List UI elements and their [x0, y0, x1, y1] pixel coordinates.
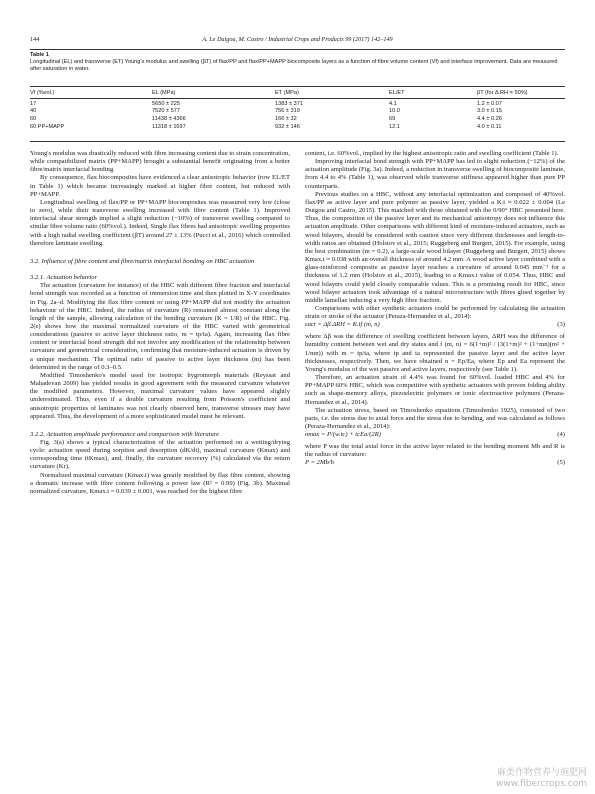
paragraph: Normalized maximal curvature (Kmax.t) was greatly modified by flax fibre content, showing a dramatic increase with fibre content following a power law (R² = 0.99) (Fig. 3b). Maximal normalized curvature, Kmax.t = 0.039 ± 0.001, was reached for the highest fibre — [30, 471, 290, 495]
paragraph: where P was the total axial force in the active layer related to the bending moment Mb and R is the radius of curvature: — [305, 443, 565, 459]
col-header-et: ET (MPa) — [275, 90, 299, 96]
paragraph: Previous studies on a HBC, without any interfacial optimization and composed of 40%vol. flax/PP as active layer and pure polymer as passive layer, yielded a K.t ≈ 0.022 ± 0.004 (Le Duigou and Castro, 2015). This matched with those obtained with the 0/90° HBC presented here. Thus, the composition of the passive layer and its mechanical anisotropy does not influence this actuation amplitude. Other comparisons with different kind of moisture-induced actuators, such as wood bilayers, should be considered with caution since very different thicknesses and length-to-width ratios are obtained (Holstov et al., 2015; Ruggeberg and Burgert, 2015). For example, using the best combination (m = 0.2), a large-scale wood bilayer (Ruggeberg and Burgert, 2015) shows Kmax.t ≈ 0.038 with an overall thickness of around 4.2 mm. A wood active layer combined with a glass-reinforced composite as passive layer reaches a curvature of around 0.045 mm⁻¹ for a thickness of 1.2 mm (Holstov et al., 2015), leading to a Kmax.t value of 0.054. Thus, HBC and wood bilayers could yield closely comparable values. This is a promising result for HBC, since wood bilayer actuators took advantage of a natural microstructure with fibres glued together by middle lamellae inducing a very high fibre fraction. — [305, 190, 565, 304]
table-cell: 40 — [30, 108, 37, 115]
paragraph: Improving interfacial bond strength with PP+MAPP has led to slight reduction (−12%) of the actuation amplitude (Fig. 3a). Indeed, a reduction in transverse swelling of biocomposite laminate, from 4.4 to 4% (Table 1), was observed while transverse stiffness appeared higher than pure PP counterparts. — [305, 158, 566, 190]
site-watermark — [496, 768, 587, 790]
left-column — [30, 150, 290, 496]
paragraph: Comparisons with other synthetic actuators could be performed by calculating the actuation strain or stroke of the actuator (Peraza-Hernandez et al., 2014): — [305, 304, 565, 321]
paragraph: where Δβ was the difference of swelling coefficient between layers, ΔRH was the difference of humidity content between wet and dry states and f (m, n) = 6(1+m)² / (3(1+m)² + (1+mn)(m² + 1/mn)) with m = tp/ta, where tp and ta represented the passive layer and the active layer thicknesses, respectively. Then, we have obtained n = Ep/Ea, where Ep and Ea represent the Young's modulus of the wet passive and active layers, respectively (see Table 1). — [305, 333, 565, 373]
paragraph: Young's modulus was drastically reduced with fibre increasing content due to strain concentration, while compatibilized matrix (PP+MAPP) brought a substantial benefit originating from a better fibre/matrix interfacial bonding. — [30, 150, 290, 174]
col-header-el: EL (MPa) — [152, 90, 176, 96]
journal-reference: A. Le Duigou, M. Castro / Industrial Crops and Products 99 (2017) 142–149 — [202, 36, 393, 43]
paragraph: Fig. 3(a) shows a typical characterization of the actuation performed on a wetting/drying cycle: actuation speed during sorption and desorption (dK/dt), maximal curvature (Kmax) and corresponding time (tKmax), and, finally, the curvature recovery (%) calculated via the return curvature (Kr). — [30, 439, 290, 471]
table-cell: 60 — [30, 115, 37, 122]
table-top-rule — [30, 86, 565, 87]
table-cell: 12.1 — [389, 123, 400, 130]
table-header-row — [30, 88, 565, 99]
paragraph: Therefore, an actuation strain of 4.4% was found for 60%vol. loaded HBC and 4% for PP+MAPP 60% HBC, which was competitive with synthetic actuators with proven folding ability such as shape-memory alloys, piezoelectric polymers or ionic electroactive polymers (Peraza-Hernandez et al., 2014). — [305, 374, 565, 406]
paragraph: The actuation stress, based on Timoshenko equations (Timoshenko 1925), consisted of two parts, i.e. the stress due to axial force and the stress due to bending, and was calculated as follows (Peraza-Hernandez et al., 2014): — [305, 406, 565, 430]
table-cell: 756 ± 319 — [275, 108, 300, 115]
table-label: Table 1 — [30, 52, 49, 58]
section-heading: 3.2. Influence of fibre content and fibre/matrix interfacial bonding on HBC actuation — [30, 257, 255, 265]
subsection-heading: 3.2.2. Actuation amplitude performance and comparison with literature — [30, 430, 220, 438]
table-row — [30, 108, 565, 116]
table-bottom-rule — [30, 141, 565, 142]
equation-text: εact = Δβ.ΔRH = K.tf (m, n) — [305, 321, 380, 329]
table-caption-block — [30, 52, 565, 74]
col-header-vf: Vf (%vol.) — [30, 90, 55, 96]
table-cell: 1383 ± 371 — [275, 100, 303, 107]
table-cell: 932 ± 146 — [275, 123, 300, 130]
paragraph: content, i.e. 60%vol., implied by the highest anisotropic ratio and swelling coefficient (Table 1). — [305, 150, 559, 157]
equation-number: (3) — [557, 321, 565, 329]
header-rule — [30, 49, 565, 50]
page-number: 144 — [30, 36, 40, 43]
equation-text: σmax = P/(w.tc) + tcEa/(2R) — [305, 431, 381, 439]
table-cell: 4.1 — [389, 100, 397, 107]
watermark-line: www.fibercrops.com — [496, 779, 587, 789]
paragraph: The actuation (curvature for instance) of the HBC with different fibre fraction and interfacial bond strength was recorded as a function of immersion time and then plotted in X-Y coordinates in Fig. 2a–d. Modifying the flax fibre content or using PP+MAPP did not modify the actuation behaviour of the HBC. Indeed, the radius of curvature (R) remained almost constant along the length of the sample, allowing calculation of the bending curvature (K = 1/R) of the HBC. Fig. 2(e) shows how the maximal normalized curvature of the HBC varied with geometrical considerations (passive to active layer thickness ratio, m = tp/ta). Again, increasing flax fibre content or interfacial bond strength did not involve any modification of the relationship between curvature and geometrical consideration, confirming that moisture-induced actuation is driven by a unique mechanism. The optimal ratio of passive to active layer thickness (m) has been determined in the range of 0.3–0.5. — [30, 282, 290, 371]
table-cell: 166 ± 32 — [275, 115, 297, 122]
col-header-beta: βT (for Δ RH = 50%) — [477, 90, 528, 96]
table-cell: 17 — [30, 100, 37, 107]
watermark-line: 麻类作物营养与施肥网 — [496, 768, 587, 778]
paragraph: By consequence, flax biocomposites have evidenced a clear anisotropic behavior (row EL/ET in Table 1) which became increasingly marked at higher fibre content, but reduced with PP+MAPP. — [30, 174, 290, 198]
paragraph: Modified Timoshenko's model used for isotropic hygromorph materials (Reyssat and Mahadevan 2009) has yielded results in good agreement with the measured curvature whatever the modified parameters. However, maximal curvature values have appeared slightly underestimated. Thus, even if a double curvature resulting from Poisson's coefficient and anisotropic properties of laminates was not clearly observed here, transverse stresses may have appeared. Thus, the development of a more sophisticated model must be relevant. — [30, 371, 290, 420]
equation-4 — [305, 431, 565, 443]
paragraph: Longitudinal swelling of flax/PP or PP+MAPP biocomposites was measured very low (close to zero), while their transverse swelling increased with fibre content (Table 1). Improved interfacial shear strength implied a slight reduction (−10%) of transverse swelling compared to similar fibre volume ratio (60%vol.). Indeed, Single flax fibres had anisotropic swelling properties with a high radial swelling coefficient (βT) around 27 ± 13% (Pucci et al., 2016) which controlled therefore laminate swelling. — [30, 198, 290, 247]
table-cell: 11318 ± 1697 — [152, 123, 186, 130]
table-row — [30, 100, 565, 108]
equation-number: (4) — [557, 431, 565, 439]
table-cell: 3.0 ± 0.15 — [477, 108, 502, 115]
equation-5 — [305, 459, 565, 471]
equation-number: (5) — [557, 459, 565, 467]
equation-3 — [305, 321, 565, 333]
subsection-heading: 3.2.1. Actuation behavior — [30, 274, 98, 282]
col-header-ratio: EL/ET — [389, 90, 405, 96]
table-cell: 5650 ± 225 — [152, 100, 180, 107]
table-cell: 11438 ± 4366 — [152, 115, 186, 122]
table-cell: 7520 ± 577 — [152, 108, 180, 115]
table-cell: 4.0 ± 0.11 — [477, 123, 502, 130]
table-cell: 10.0 — [389, 108, 400, 115]
table-cell: 60 PP+MAPP — [30, 123, 65, 130]
table-caption: Longitudinal (EL) and transverse (ET) Young's modulus and swelling (βT) of flax/PP and flax/PP+MAPP biocomposite layers as a function of fibre volume content (Vf) and interface improvement. Data are measured after saturation in water. — [30, 59, 558, 73]
equation-text: P = 2Mb/h — [305, 459, 334, 467]
right-column — [305, 150, 565, 471]
table-row — [30, 123, 565, 131]
table-row — [30, 115, 565, 123]
data-table — [30, 88, 565, 130]
table-cell: 4.4 ± 0.26 — [477, 115, 502, 122]
table-cell: 69 — [389, 115, 396, 122]
page-header — [30, 34, 565, 48]
table-cell: 1.2 ± 0.07 — [477, 100, 502, 107]
